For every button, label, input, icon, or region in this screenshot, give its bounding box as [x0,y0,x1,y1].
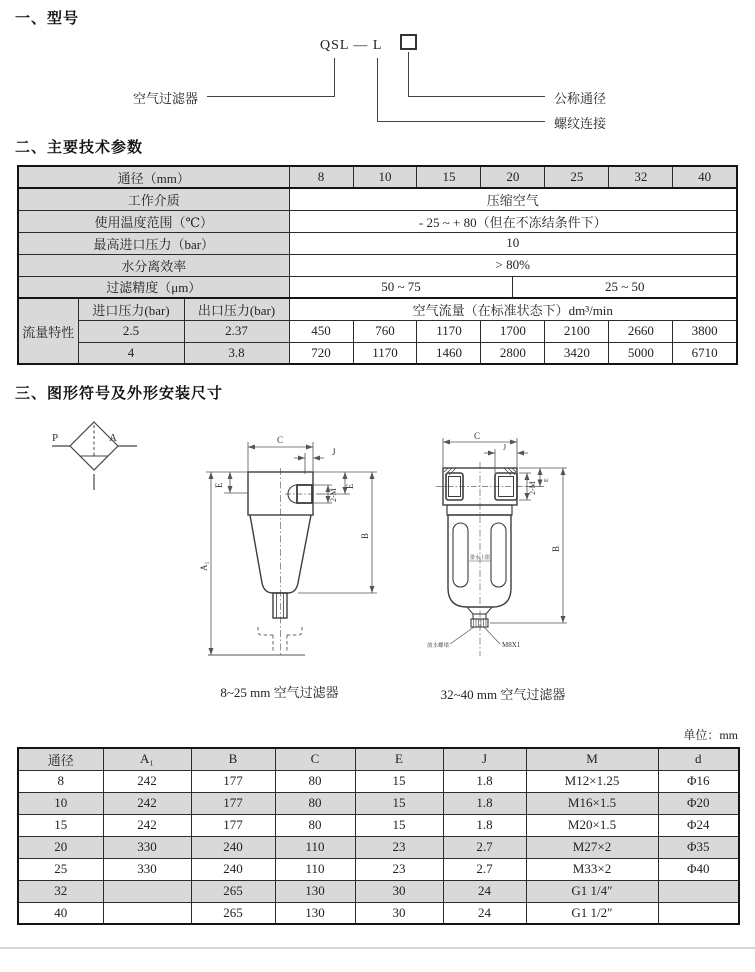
cell [658,880,739,902]
cell [103,902,191,924]
table-row [18,188,737,210]
water-limit-label: 排水上限 [469,556,491,561]
table-row [18,880,739,902]
cell: 2.7 [443,836,526,858]
cell: M27×2 [526,836,658,858]
cell: 进口压力(bar) [78,298,184,320]
cell: 24 [443,902,526,924]
cell: 6710 [673,342,737,364]
cell: 30 [355,902,443,924]
table-row [18,836,739,858]
cell: 40 [673,166,737,188]
small-filter-drawing [195,425,390,665]
table-row [18,792,739,814]
cell: 80 [275,770,355,792]
cell: 242 [103,770,191,792]
model-code: QSL — L [320,38,383,53]
cell: 2100 [545,320,609,342]
cell: 24 [443,880,526,902]
cell: 20 [481,166,545,188]
cell: 工作介质 [18,188,289,210]
cell: Φ40 [658,858,739,880]
table-row [18,814,739,836]
table-row [18,298,737,320]
table-row [18,320,737,342]
cell: 1.8 [443,770,526,792]
cell: 30 [355,880,443,902]
cell: Φ20 [658,792,739,814]
cell: 450 [289,320,353,342]
cell: > 80% [289,254,737,276]
small-filter-caption: 8~25 mm 空气过滤器 [220,685,339,700]
cell: 使用温度范围（℃） [18,210,289,232]
dim-label-e: E [544,478,550,482]
leader-line [207,96,335,97]
port-a-label: A [109,432,117,444]
table-row [18,858,739,880]
cell: M33×2 [526,858,658,880]
section2-title: 二、主要技术参数 [15,139,144,156]
cell: 2660 [609,320,673,342]
cell: 15 [355,792,443,814]
dim-label-b: B [360,532,370,539]
table-row [18,232,737,254]
cell: G1 1/2″ [526,902,658,924]
dim-label-e-left: E [214,482,224,488]
cell: 2.5 [78,320,184,342]
leader-line [377,58,378,122]
symbol-lines [52,422,137,490]
cell: 流量特性 [18,298,78,364]
cell: 32 [18,880,103,902]
cell: 242 [103,814,191,836]
page-divider-line [0,947,755,949]
port-p-label: P [52,432,59,444]
cell: 110 [275,858,355,880]
cell: 空气流量（在标准状态下）dm³/min [289,298,737,320]
cell: 水分离效率 [18,254,289,276]
cell: 8 [289,166,353,188]
cell: - 25 ~ + 80（但在不冻结条件下） [289,210,737,232]
cell: 15 [355,814,443,836]
cell: E [355,748,443,770]
cell: 330 [103,836,191,858]
model-right-top-label: 公称通径 [554,91,607,106]
cell: J [443,748,526,770]
dim-label-a1: A₁ [199,561,209,571]
unit-note: 单位：mm [683,728,738,742]
model-left-label: 空气过滤器 [133,91,199,106]
dim-label-j: J [503,443,507,452]
cell: 240 [191,858,275,880]
cell: 130 [275,880,355,902]
section3-title: 三、图形符号及外形安装尺寸 [15,385,224,402]
drain-thread-label: M8X1 [502,641,521,649]
pneumatic-filter-symbol [40,418,150,503]
cell: M20×1.5 [526,814,658,836]
table-row [18,902,739,924]
cell: 265 [191,902,275,924]
cell: 177 [191,792,275,814]
cell: 2800 [481,342,545,364]
cell: 80 [275,792,355,814]
cell: 265 [191,880,275,902]
cell: 25 [18,858,103,880]
drain-plug-label: 放水螺堵 [427,643,450,649]
dim-label-2m: 2-M [329,488,338,502]
dim-label-2m: 2-M [528,481,537,495]
cell: 10 [353,166,417,188]
cell: 3.8 [184,342,289,364]
cell: 25 [545,166,609,188]
cell: M12×1.25 [526,770,658,792]
cell: Φ35 [658,836,739,858]
table-row [18,210,737,232]
cell: 3420 [545,342,609,364]
cell: 23 [355,858,443,880]
cell: 23 [355,836,443,858]
cell: 242 [103,792,191,814]
table-row [18,770,739,792]
table-row [18,166,737,188]
dim-label-b: B [551,545,561,552]
tech-params-table [17,165,738,365]
leader-line [408,52,409,97]
cell: B [191,748,275,770]
cell: 80 [275,814,355,836]
cell: 10 [289,232,737,254]
cell: 1460 [417,342,481,364]
cell: d [658,748,739,770]
cell: 1.8 [443,814,526,836]
cell: 10 [18,792,103,814]
large-filter-drawing [400,430,580,665]
cell: 15 [417,166,481,188]
leader-line [377,121,545,122]
cell: 25 ~ 50 [513,276,737,298]
table-row [18,342,737,364]
cell: A₁ [103,748,191,770]
cell: 240 [191,836,275,858]
dimension-lines [206,442,377,655]
cell: 通径（mm） [18,166,289,188]
cell: 8 [18,770,103,792]
table-row [18,254,737,276]
cell: 4 [78,342,184,364]
cell: 177 [191,814,275,836]
dim-label-j: J [332,447,336,457]
cell: C [275,748,355,770]
cell: 130 [275,902,355,924]
section1-title: 一、型号 [15,10,80,27]
cell: 2.37 [184,320,289,342]
cell: 通径 [18,748,103,770]
cell: 177 [191,770,275,792]
cell: 最高进口压力（bar） [18,232,289,254]
cell: 1700 [481,320,545,342]
cell: 出口压力(bar) [184,298,289,320]
cell: 15 [18,814,103,836]
cell: M [526,748,658,770]
cell: 330 [103,858,191,880]
centerlines [281,468,322,657]
cell: 760 [353,320,417,342]
dimensions-table [17,747,740,925]
cell: Φ16 [658,770,739,792]
cell: M16×1.5 [526,792,658,814]
cell: 3800 [673,320,737,342]
large-filter-caption: 32~40 mm 空气过滤器 [440,687,566,702]
cell [658,902,739,924]
dim-label-e-right: E [345,483,355,489]
cell: 1.8 [443,792,526,814]
cell: G1 1/4″ [526,880,658,902]
cell: 15 [355,770,443,792]
cell: 110 [275,836,355,858]
cell: 50 ~ 75 [289,276,513,298]
table-header-row [18,748,739,770]
cell [103,880,191,902]
cell: 40 [18,902,103,924]
dim-label-c: C [473,431,481,441]
model-right-bottom-label: 螺纹连接 [554,116,607,131]
cell: 32 [609,166,673,188]
cell: 5000 [609,342,673,364]
cell: 2.7 [443,858,526,880]
dim-label-c: C [276,435,284,445]
cell: 压缩空气 [289,188,737,210]
cell: 20 [18,836,103,858]
table-row [18,276,737,298]
leader-line [334,58,335,96]
cell: 720 [289,342,353,364]
leader-line [408,96,545,97]
cell: 过滤精度（μm） [18,276,289,298]
cell: Φ24 [658,814,739,836]
cell: 1170 [417,320,481,342]
model-size-box [400,34,417,50]
cell: 1170 [353,342,417,364]
